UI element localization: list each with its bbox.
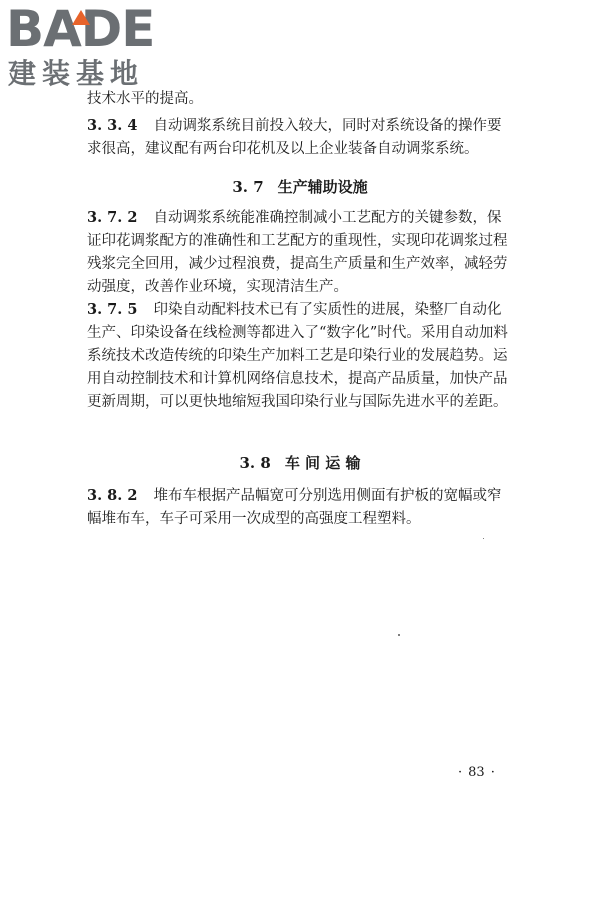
- section-heading-3-8: [0, 451, 600, 475]
- continuation-line: 技术水平的提高。: [87, 91, 203, 107]
- page-dot-right: ·: [490, 765, 495, 780]
- logo-brand: BADE: [6, 0, 155, 58]
- scan-speck: [483, 538, 484, 539]
- logo-subtitle: 建装基地: [8, 57, 145, 90]
- paragraph-3-7-2: [87, 206, 512, 299]
- scan-speck: [398, 634, 400, 636]
- bade-logo: [6, 0, 186, 96]
- section-title: 车 间 运 输: [284, 454, 361, 472]
- page-number: [452, 764, 501, 782]
- clause-text: 堆布车根据产品幅宽可分别选用侧面有护板的宽幅或窄幅堆布车，车子可采用一次成型的高强度工程塑料。: [87, 488, 502, 527]
- page-dot-left: ·: [458, 765, 463, 780]
- paragraph-3-3-4: [87, 114, 512, 161]
- clause-number: 3. 7. 5: [87, 301, 138, 318]
- section-number: 3. 7: [232, 178, 264, 196]
- section-number: 3. 8: [239, 454, 271, 472]
- logo-accent-triangle: [72, 10, 90, 25]
- paragraph-3-8-2: [87, 484, 512, 531]
- clause-text: 自动调浆系统能准确控制减小工艺配方的关键参数，保证印花调浆配方的准确性和工艺配方的重现性，实现印花调浆过程残浆完全回用，减少过程浪费，提高生产质量和生产效率，减轻劳动强度，改善作业环境，实现清洁生产。: [87, 210, 508, 295]
- clause-text: 印染自动配料技术已有了实质性的进展，染整厂自动化生产、印染设备在线检测等都进入了“数字化”时代。采用自动加料系统技术改造传统的印染生产加料工艺是印染行业的发展趋势。运用自动控制技术和计算机网络信息技术，提高产品质量，加快产品更新周期，可以更快地缩短我国印染行业与国际先进水平的差距。: [87, 302, 508, 410]
- section-title: 生产辅助设施: [277, 178, 368, 196]
- paragraph-3-7-5: [87, 298, 512, 414]
- clause-text: 自动调浆系统目前投入较大，同时对系统设备的操作要求很高，建议配有两台印花机及以上企业装备自动调浆系统。: [87, 118, 502, 157]
- section-heading-3-7: [0, 175, 600, 199]
- clause-number: 3. 8. 2: [87, 487, 138, 504]
- page-number-value: 83: [468, 765, 485, 780]
- clause-number: 3. 7. 2: [87, 209, 138, 226]
- clause-number: 3. 3. 4: [87, 117, 138, 134]
